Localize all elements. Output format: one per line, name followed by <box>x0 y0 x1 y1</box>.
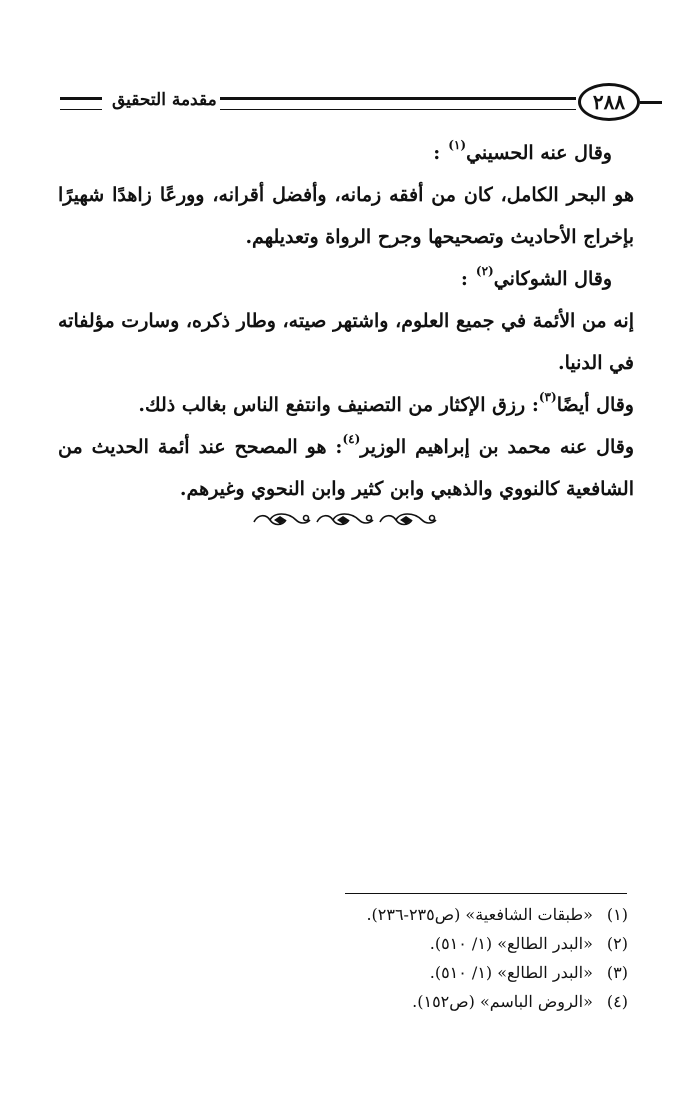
paragraph-husayni-intro <box>58 132 634 174</box>
header-rule-right <box>640 101 662 104</box>
footnote-text: «البدر الطالع» (١/ ٥١٠). <box>429 963 593 982</box>
page-header <box>30 82 670 122</box>
paragraph-text: : هو المصحح عند أئمة الحديث من الشافعية كالنووي والذهبي وابن كثير وابن النحوي وغيرهم. <box>58 436 634 500</box>
paragraph-shawkani-intro <box>58 258 634 300</box>
header-rule-left <box>60 97 102 110</box>
footnote-number: (٢) <box>606 934 628 953</box>
footnote-item <box>200 900 628 929</box>
footnote-number: (١) <box>606 905 628 924</box>
paragraph-shawkani-also <box>58 384 634 426</box>
footnote-number: (٣) <box>606 963 628 982</box>
paragraph-text: وقال عنه محمد بن إبراهيم الوزير <box>360 436 634 458</box>
paragraph-husayni-quote: هو البحر الكامل، كان من أفقه زمانه، وأفضل أقرانه، وورعًا زاهدًا شهيرًا بإخراج الأحاديث وتصحيحها وجرح الرواة وتعديلهم. <box>58 184 634 248</box>
paragraph-text: وقال عنه الحسيني <box>466 142 612 164</box>
main-text <box>58 132 634 510</box>
footnotes <box>200 900 628 1016</box>
paragraph-text: : <box>433 142 441 164</box>
footnote-ref-4: (٤) <box>342 432 361 446</box>
footnote-ref-3: (٣) <box>538 390 557 404</box>
paragraph-text: وقال أيضًا <box>556 394 634 416</box>
footnote-separator <box>345 893 627 894</box>
footnote-item <box>200 929 628 958</box>
paragraph-text: : <box>460 268 468 290</box>
page-number: ٢٨٨ <box>592 90 626 114</box>
ornament-divider-icon <box>248 508 444 536</box>
footnote-ref-2: (٢) <box>475 264 494 278</box>
paragraph-wazir <box>58 426 634 510</box>
header-rule-middle <box>220 97 576 110</box>
footnote-item <box>200 958 628 987</box>
footnote-ref-1: (١) <box>448 138 467 152</box>
paragraph-text: : رزق الإكثار من التصنيف وانتفع الناس بغالب ذلك. <box>138 394 539 416</box>
footnote-item <box>200 987 628 1016</box>
header-title: مقدمة التحقيق <box>112 90 217 110</box>
paragraph-text: وقال الشوكاني <box>493 268 612 290</box>
footnote-text: «البدر الطالع» (١/ ٥١٠). <box>429 934 593 953</box>
footnote-number: (٤) <box>606 992 628 1011</box>
footnote-text: «الروض الباسم» (ص١٥٢). <box>412 992 593 1011</box>
paragraph-shawkani-quote: إنه من الأئمة في جميع العلوم، واشتهر صيته، وطار ذكره، وسارت مؤلفاته في الدنيا. <box>58 310 634 374</box>
footnote-text: «طبقات الشافعية» (ص٢٣٥-٢٣٦). <box>366 905 593 924</box>
page-number-oval <box>578 83 640 121</box>
